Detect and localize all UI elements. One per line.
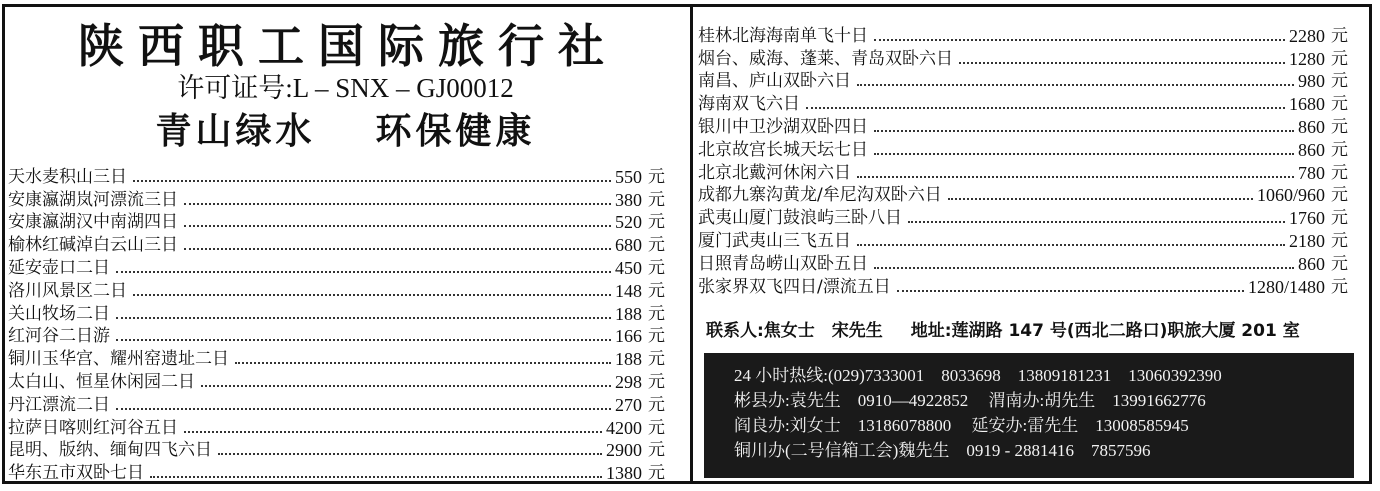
tour-name: 日照青岛崂山双卧五日 [698, 253, 868, 274]
tour-name: 红河谷二日游 [8, 326, 110, 347]
price-unit: 元 [1331, 48, 1348, 69]
tour-item [8, 301, 665, 324]
price-unit: 元 [648, 212, 665, 233]
tour-price: 188 [615, 303, 642, 324]
agency-name: 陕西职工国际旅行社 [78, 19, 618, 73]
tour-price: 148 [615, 280, 642, 301]
tour-name: 拉萨日喀则红河谷五日 [8, 417, 178, 438]
tour-price: 4200 [606, 417, 642, 438]
dot-leader [874, 153, 1294, 155]
tour-name: 成都九寨沟黄龙/牟尼沟双卧六日 [698, 185, 942, 206]
dot-leader [874, 267, 1294, 269]
tour-price: 1380 [606, 463, 642, 484]
tour-item [698, 274, 1348, 297]
branch-binxian: 彬县办:袁先生 0910—4922852 [734, 391, 969, 410]
dot-leader [948, 198, 1253, 200]
price-unit: 元 [648, 326, 665, 347]
dot-leader [218, 453, 602, 455]
tour-price: 1280 [1289, 48, 1325, 69]
tour-item [8, 392, 665, 415]
tour-item [8, 324, 665, 347]
license-number: 许可证号:L – SNX – GJ00012 [177, 73, 514, 103]
dot-leader [133, 294, 611, 296]
price-unit: 元 [648, 394, 665, 415]
tour-price: 188 [615, 349, 642, 370]
tour-price: 450 [615, 257, 642, 278]
dot-leader [184, 203, 611, 205]
tour-item [698, 183, 1348, 206]
right-pane [698, 8, 1363, 478]
tour-list-right [698, 23, 1348, 297]
tour-name: 银川中卫沙湖双卧四日 [698, 116, 868, 137]
tour-price: 166 [615, 326, 642, 347]
tour-name: 安康瀛湖汉中南湖四日 [8, 212, 178, 233]
dot-leader [116, 408, 611, 410]
column-divider [690, 4, 693, 484]
dot-leader [874, 130, 1294, 132]
tour-name: 昆明、版纳、缅甸四飞六日 [8, 440, 212, 461]
dot-leader [857, 244, 1285, 246]
tour-name: 桂林北海海南单飞十日 [698, 25, 868, 46]
tour-price: 1060/960 [1256, 185, 1325, 206]
tour-price: 550 [615, 166, 642, 187]
tour-price: 860 [1298, 116, 1325, 137]
tour-price: 1760 [1289, 208, 1325, 229]
contact-line [706, 316, 1356, 341]
branch-tongchuan: 铜川办(二号信箱工会)魏先生 0919 - 2881416 7857596 [734, 441, 1151, 460]
dot-leader [857, 176, 1294, 178]
tour-item [8, 346, 665, 369]
branch-weinan: 渭南办:胡先生 13991662776 [988, 391, 1206, 410]
slogan-right: 环保健康 [375, 111, 536, 152]
tour-list-left [8, 164, 665, 483]
tour-name: 南昌、庐山双卧六日 [698, 71, 851, 92]
tour-price: 980 [1298, 71, 1325, 92]
tour-price: 2180 [1289, 230, 1325, 251]
dot-leader [184, 248, 611, 250]
dot-leader [184, 225, 611, 227]
contact-persons: 联系人:焦女士 宋先生 [706, 321, 883, 341]
tour-name: 关山牧场二日 [8, 303, 110, 324]
dot-leader [235, 362, 611, 364]
tour-price: 2900 [606, 440, 642, 461]
tour-name: 延安壶口二日 [8, 257, 110, 278]
price-unit: 元 [648, 166, 665, 187]
dot-leader [874, 39, 1285, 41]
tour-item [698, 69, 1348, 92]
price-unit: 元 [1331, 208, 1348, 229]
tour-name: 烟台、威海、蓬莱、青岛双卧六日 [698, 48, 953, 69]
tour-item [698, 46, 1348, 69]
tour-item [698, 251, 1348, 274]
dot-leader [857, 84, 1294, 86]
tour-item [698, 114, 1348, 137]
branch-row [734, 388, 1354, 413]
tour-name: 华东五市双卧七日 [8, 463, 144, 484]
price-unit: 元 [648, 280, 665, 301]
tour-item [8, 278, 665, 301]
price-unit: 元 [648, 463, 665, 484]
tour-price: 1280/1480 [1247, 276, 1325, 297]
price-unit: 元 [1331, 71, 1348, 92]
tour-name: 张家界双飞四日/漂流五日 [698, 276, 891, 297]
tour-price: 380 [615, 189, 642, 210]
dot-leader [897, 290, 1244, 292]
branch-yanan: 延安办:雷先生 13008585945 [971, 416, 1189, 435]
tour-name: 北京北戴河休闲六日 [698, 162, 851, 183]
tour-name: 丹江漂流二日 [8, 394, 110, 415]
tour-name: 厦门武夷山三飞五日 [698, 230, 851, 251]
price-unit: 元 [1331, 253, 1348, 274]
tour-name: 天水麦积山三日 [8, 166, 127, 187]
tour-item [698, 137, 1348, 160]
tour-price: 680 [615, 235, 642, 256]
price-unit: 元 [1331, 162, 1348, 183]
dot-leader [201, 385, 611, 387]
tour-item [698, 91, 1348, 114]
price-unit: 元 [1331, 25, 1348, 46]
dot-leader [908, 221, 1285, 223]
tour-item [698, 160, 1348, 183]
price-unit: 元 [648, 235, 665, 256]
tour-item [8, 369, 665, 392]
tour-price: 860 [1298, 253, 1325, 274]
price-unit: 元 [648, 349, 665, 370]
dot-leader [150, 476, 602, 478]
dot-leader [806, 107, 1285, 109]
dot-leader [116, 271, 611, 273]
price-unit: 元 [1331, 139, 1348, 160]
price-unit: 元 [648, 417, 665, 438]
hotline-box [704, 353, 1354, 478]
price-unit: 元 [1331, 116, 1348, 137]
slogan-left: 青山绿水 [155, 111, 316, 152]
price-unit: 元 [648, 303, 665, 324]
dot-leader [184, 431, 602, 433]
dot-leader [116, 317, 611, 319]
tour-name: 铜川玉华宫、耀州窑遗址二日 [8, 349, 229, 370]
tour-item [8, 187, 665, 210]
dot-leader [116, 339, 611, 341]
contact-address: 地址:莲湖路 147 号(西北二路口)职旅大厦 201 室 [910, 321, 1300, 341]
dot-leader [133, 180, 611, 182]
price-unit: 元 [1331, 230, 1348, 251]
tour-price: 860 [1298, 139, 1325, 160]
tour-name: 安康瀛湖岚河漂流三日 [8, 189, 178, 210]
branch-yanliang: 阎良办:刘女士 13186078800 [734, 416, 952, 435]
slogan [8, 108, 683, 163]
tour-price: 520 [615, 212, 642, 233]
tour-item [8, 415, 665, 438]
price-unit: 元 [648, 371, 665, 392]
tour-price: 2280 [1289, 25, 1325, 46]
branch-row [734, 413, 1354, 438]
tour-name: 北京故宫长城天坛七日 [698, 139, 868, 160]
tour-name: 榆林红碱淖白云山三日 [8, 235, 178, 256]
tour-item [8, 460, 665, 483]
tour-price: 298 [615, 371, 642, 392]
tour-price: 780 [1298, 162, 1325, 183]
price-unit: 元 [1331, 94, 1348, 115]
tour-name: 海南双飞六日 [698, 94, 800, 115]
tour-item [8, 438, 665, 461]
tour-price: 1680 [1289, 94, 1325, 115]
price-unit: 元 [1331, 276, 1348, 297]
tour-item [698, 205, 1348, 228]
tour-price: 270 [615, 394, 642, 415]
price-unit: 元 [648, 440, 665, 461]
tour-item [698, 228, 1348, 251]
tour-item [698, 23, 1348, 46]
tour-item [8, 210, 665, 233]
tour-item [8, 164, 665, 187]
dot-leader [959, 62, 1285, 64]
left-pane [8, 8, 683, 484]
tour-name: 武夷山厦门鼓浪屿三卧八日 [698, 208, 902, 229]
price-unit: 元 [648, 189, 665, 210]
tour-name: 洛川风景区二日 [8, 280, 127, 301]
tour-item [8, 232, 665, 255]
price-unit: 元 [1331, 185, 1348, 206]
tour-item [8, 255, 665, 278]
tour-name: 太白山、恒星休闲园二日 [8, 371, 195, 392]
hotline-row: 24 小时热线:(029)7333001 8033698 13809181231 13060392390 [734, 366, 1222, 385]
price-unit: 元 [648, 257, 665, 278]
